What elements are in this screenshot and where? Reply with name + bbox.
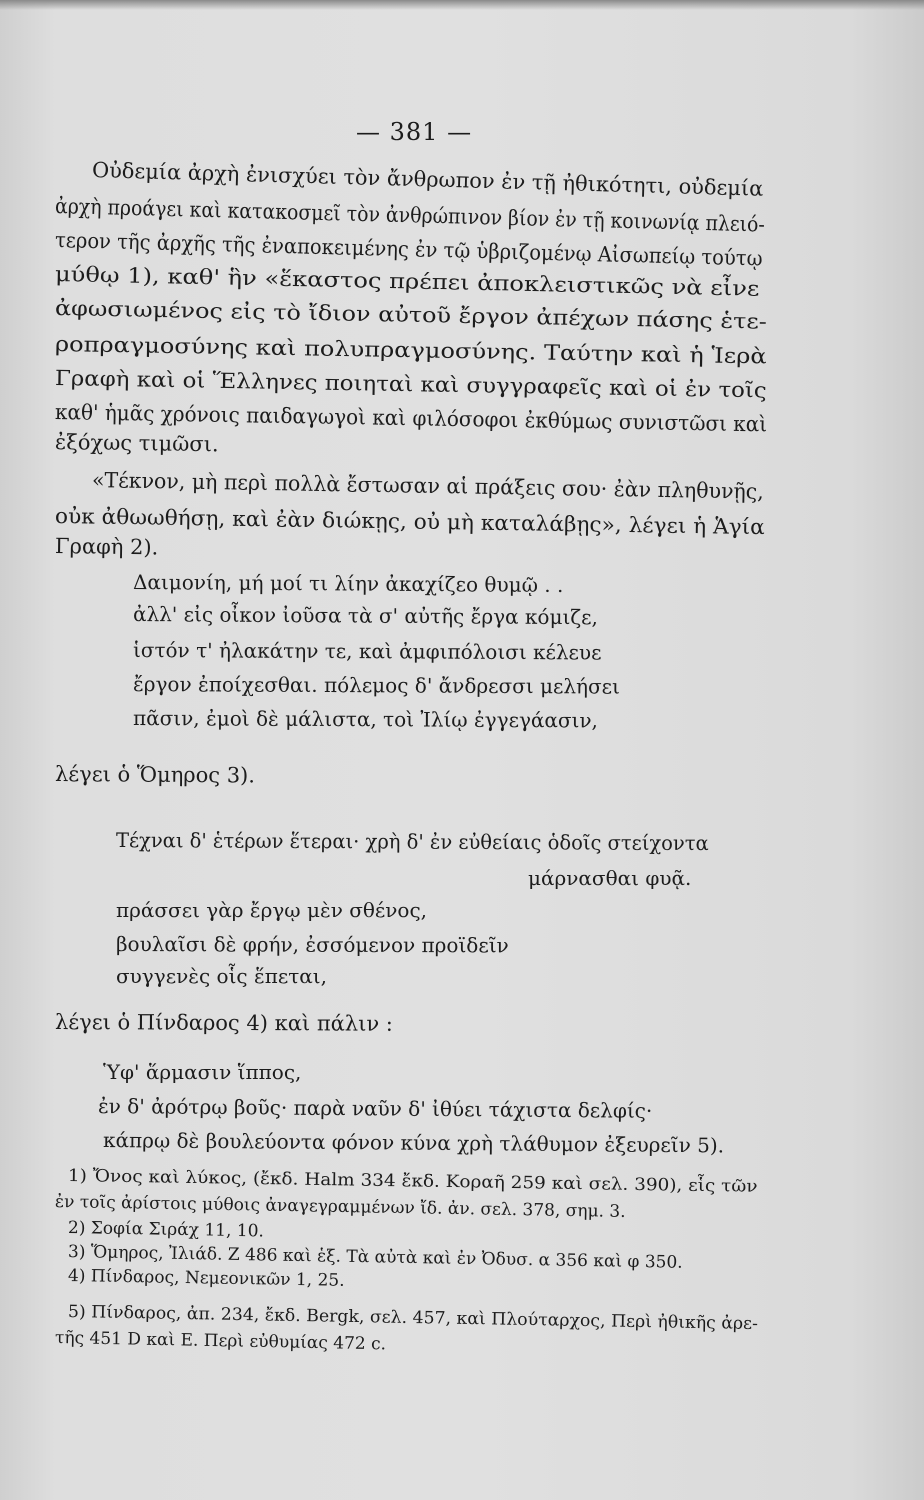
verse3-line-1: Ὑφ' ἅρμασιν ἵππος, <box>103 1060 302 1084</box>
paragraph1-line-4: μύθῳ 1), καθ' ἣν «ἕκαστος πρέπει ἀποκλειστικῶς νὰ εἶνε <box>54 262 760 301</box>
paragraph2-line-1: «Τέκνον, μὴ περὶ πολλὰ ἔστωσαν αἱ πράξεις σου· ἐὰν πληθυνῇς, <box>91 468 764 504</box>
paragraph1-line-7: Γραφὴ καὶ οἱ Ἕλληνες ποιηταὶ καὶ συγγραφεῖς καὶ οἱ ἐν τοῖς <box>54 366 767 403</box>
footnote-1-line-1: 1) Ὄνος καὶ λύκος, (ἔκδ. Halm 334 ἔκδ. Κοραῆ 259 καὶ σελ. 390), εἷς τῶν <box>67 1166 758 1197</box>
page-number: — 381 — <box>356 118 473 146</box>
verse1-attribution: λέγει ὁ Ὅμηρος 3). <box>54 762 256 788</box>
verse2-line-2: μάρνασθαι φυᾷ. <box>528 866 692 890</box>
paragraph1-line-3: τερον τῆς ἀρχῆς τῆς ἐναποκειμένης ἐν τῷ ὑβριζομένῳ Αἰσωπείῳ τούτῳ <box>54 228 763 271</box>
footnote-5-line-2: τῆς 451 D καὶ Ε. Περὶ εὐθυμίας 472 c. <box>54 1328 387 1355</box>
paragraph1-line-8: καθ' ἡμᾶς χρόνοις παιδαγωγοὶ καὶ φιλόσοφοι ἐκθύμως συνιστῶσι καὶ <box>54 400 768 437</box>
footnote-1-line-2: ἐν τοῖς ἀρίστοις μύθοις ἀναγεγραμμένων ἴδ. ἀν. σελ. 378, σημ. 3. <box>54 1192 626 1222</box>
paragraph1-line-1: Οὐδεμία ἀρχὴ ἐνισχύει τὸν ἄνθρωπον ἐν τῇ ἠθικότητι, οὐδεμία <box>91 158 764 201</box>
verse2-line-3: πράσσει γὰρ ἔργῳ μὲν σθένος, <box>116 898 428 922</box>
paragraph1-line-6: ροπραγμοσύνης καὶ πολυπραγμοσύνης. Ταύτην καὶ ἡ Ἱερὰ <box>54 332 767 369</box>
verse2-line-1: Τέχναι δ' ἑτέρων ἕτεραι· χρὴ δ' ἐν εὐθείαις ὁδοῖς στείχοντα <box>115 828 709 856</box>
footnote-3: 3) Ὅμηρος, Ἰλιάδ. Ζ 486 καὶ ἑξ. Τὰ αὐτὰ καὶ ἐν Ὀδυσ. α 356 καὶ φ 350. <box>67 1242 683 1273</box>
footnote-2: 2) Σοφία Σιράχ 11, 10. <box>67 1218 265 1242</box>
verse1-line-1: Δαιμονίη, μή μοί τι λίην ἀκαχίζεο θυμῷ . . <box>132 570 564 598</box>
verse1-line-4: ἔργον ἐποίχεσθαι. πόλεμος δ' ἄνδρεσσι μελήσει <box>132 672 620 699</box>
verse2-line-5: συγγενὲς οἷς ἕπεται, <box>116 964 327 988</box>
verse3-line-2: ἐν δ' ἀρότρῳ βοῦς· παρὰ ναῦν δ' ἰθύει τάχιστα δελφίς· <box>97 1094 653 1123</box>
footnote-5-line-1: 5) Πίνδαρος, ἀπ. 234, ἔκδ. Bergk, σελ. 457, καὶ Πλούταρχος, Περὶ ἠθικῆς ἀρε- <box>67 1302 759 1335</box>
paragraph1-line-9: ἐξόχως τιμῶσι. <box>54 430 219 457</box>
paragraph2-line-2: οὐκ ἀθωωθήσῃ, καὶ ἐὰν διώκῃς, οὐ μὴ καταλάβῃς», λέγει ἡ Ἁγία <box>54 504 765 540</box>
verse2-line-4: βουλαῖσι δὲ φρήν, ἐσσόμενον προϊδεῖν <box>115 932 509 958</box>
verse1-line-3: ἱστόν τ' ἠλακάτην τε, καὶ ἀμφιπόλοισι κέλευε <box>132 638 602 665</box>
footnote-4: 4) Πίνδαρος, Νεμεονικῶν 1, 25. <box>67 1266 345 1291</box>
paragraph1-line-2: ἀρχὴ προάγει καὶ κατακοσμεῖ τὸν ἀνθρώπινον βίον ἐν τῇ κοινωνίᾳ πλειό- <box>54 194 766 237</box>
verse1-line-2: ἀλλ' εἰς οἶκον ἰοῦσα τὰ σ' αὐτῆς ἔργα κόμιζε, <box>132 602 598 630</box>
verse2-attribution: λέγει ὁ Πίνδαρος 4) καὶ πάλιν : <box>54 1010 393 1036</box>
verse1-line-5: πᾶσιν, ἐμοὶ δὲ μάλιστα, τοὶ Ἰλίῳ ἐγγεγάασιν, <box>132 706 599 733</box>
verse3-line-3: κάπρῳ δὲ βουλεύοντα φόνον κύνα χρὴ τλάθυμον ἐξευρεῖν 5). <box>102 1128 725 1158</box>
paragraph2-line-3: Γραφὴ 2). <box>54 534 159 560</box>
paragraph1-line-5: ἀφωσιωμένος εἰς τὸ ἴδιον αὐτοῦ ἔργον ἀπέχων πάσης ἑτε- <box>54 296 768 334</box>
page-top-shadow <box>0 0 924 10</box>
